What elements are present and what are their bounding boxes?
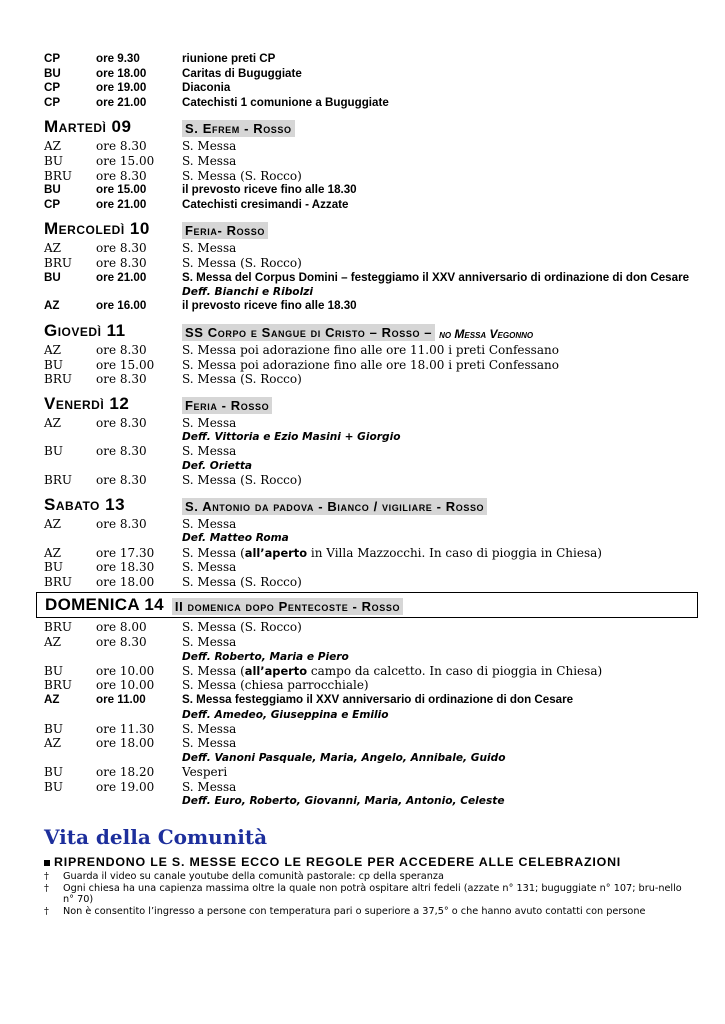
liturgy-label: S. Antonio da padova - Bianco / vigiliare - Rosso [182, 498, 487, 515]
event-text: S. Messa (chiesa parrocchiale) [182, 678, 369, 693]
time-label: ore 21.00 [96, 95, 147, 109]
schedule-row [44, 139, 694, 154]
schedule-row [44, 664, 694, 679]
time-label: ore 15.00 [96, 357, 155, 372]
day-title: Sabato 13 [44, 494, 126, 514]
location-code: AZ [44, 241, 62, 256]
time-label: ore 8.30 [96, 473, 147, 488]
time-label: ore 15.00 [96, 153, 155, 168]
location-code: BU [44, 444, 63, 459]
day-header [44, 215, 694, 239]
event-text: S. Messa [182, 721, 237, 736]
schedule-row [44, 473, 694, 488]
schedule-row [44, 444, 694, 459]
time-label: ore 18.00 [96, 66, 147, 80]
event-text: S. Messa (S. Rocco) [182, 255, 302, 270]
location-code: BRU [44, 372, 72, 387]
event-text: Catechisti 1 comunione a Buguggiate [182, 95, 389, 109]
schedule-row [44, 372, 694, 387]
schedule-row [44, 271, 694, 286]
event-text: S. Messa (S. Rocco) [182, 620, 302, 635]
event-emphasis: all’aperto [244, 545, 308, 560]
square-bullet-icon [44, 860, 50, 866]
schedule-row [44, 81, 694, 96]
schedule-row [44, 575, 694, 590]
day-title: Giovedì 11 [44, 320, 126, 340]
location-code: BU [44, 270, 61, 284]
schedule-row [44, 183, 694, 198]
time-label: ore 11.30 [96, 721, 155, 736]
intention-line: Deff. Bianchi e Ribolzi [182, 286, 313, 299]
schedule-row [44, 765, 694, 780]
liturgy-note: no Messa Vegonno [439, 326, 534, 341]
event-text: S. Messa del Corpus Domini – festeggiamo il XXV anniversario di ordinazione di don Cesare [182, 270, 690, 284]
time-label: ore 8.30 [96, 342, 147, 357]
location-code: BU [44, 779, 63, 794]
rule-text: Ogni chiesa ha una capienza massima oltre la quale non potrà ospitare altri fedeli (azzate n° 131; buguggiate n° 107; bru-nello n° 70) [63, 882, 682, 905]
location-code: BU [44, 183, 61, 197]
time-label: ore 8.30 [96, 168, 147, 183]
section-subtitle [44, 855, 621, 869]
day-header [44, 317, 694, 341]
location-code: AZ [44, 415, 62, 430]
time-label: ore 21.00 [96, 197, 147, 211]
time-label: ore 18.00 [96, 736, 155, 751]
schedule-row [44, 241, 694, 256]
liturgy-label: Feria - Rosso [182, 397, 272, 414]
time-label: ore 8.30 [96, 241, 147, 256]
event-text: S. Messa [182, 241, 237, 256]
event-text: S. Messa poi adorazione fino alle ore 11.00 i preti Confessano [182, 342, 559, 357]
schedule-row [44, 154, 694, 169]
event-emphasis: all’aperto [244, 663, 308, 678]
location-code: BU [44, 560, 63, 575]
schedule-row [44, 736, 694, 751]
schedule-row [44, 198, 694, 213]
event-text: S. Messa (all’aperto in Villa Mazzocchi. In caso di pioggia in Chiesa) [182, 545, 602, 560]
schedule-row [44, 780, 694, 795]
time-label: ore 10.00 [96, 663, 155, 678]
day-title: DOMENICA 14 [45, 595, 164, 615]
event-text: S. Messa (all’aperto campo da calcetto. In caso di pioggia in Chiesa) [182, 663, 603, 678]
intention-line: Def. Matteo Roma [182, 532, 289, 545]
time-label: ore 8.30 [96, 444, 147, 459]
schedule-row [44, 678, 694, 693]
rule-item [44, 906, 694, 918]
time-label: ore 8.30 [96, 516, 147, 531]
event-text: S. Messa poi adorazione fino alle ore 18.00 i preti Confessano [182, 357, 559, 372]
event-text: il prevosto riceve fino alle 18.30 [182, 299, 357, 313]
time-label: ore 8.30 [96, 139, 147, 154]
intention-line: Deff. Vanoni Pasquale, Maria, Angelo, Annibale, Guido [182, 751, 506, 764]
schedule-row [44, 299, 694, 314]
time-label: ore 8.30 [96, 255, 147, 270]
intention-line: Deff. Euro, Roberto, Giovanni, Maria, Antonio, Celeste [182, 795, 505, 808]
time-label: ore 16.00 [96, 299, 147, 313]
time-label: ore 10.00 [96, 678, 155, 693]
schedule-row [44, 169, 694, 184]
location-code: BRU [44, 473, 72, 488]
schedule-row [44, 67, 694, 82]
time-label: ore 11.00 [96, 692, 146, 706]
event-text: S. Messa (S. Rocco) [182, 168, 302, 183]
liturgy-label: Feria- Rosso [182, 222, 268, 239]
event-text: S. Messa [182, 736, 237, 751]
rule-item [44, 883, 694, 906]
event-text: S. Messa [182, 560, 237, 575]
event-text: S. Messa [182, 415, 237, 430]
time-label: ore 18.20 [96, 765, 155, 780]
location-code: AZ [44, 736, 62, 751]
intention-line: Deff. Vittoria e Ezio Masini + Giorgio [182, 431, 401, 444]
time-label: ore 9.30 [96, 52, 140, 65]
event-text: Catechisti cresimandi - Azzate [182, 197, 349, 211]
liturgy-label: SS Corpo e Sangue di Cristo – Rosso – [182, 324, 435, 341]
location-code: BU [44, 153, 63, 168]
location-code: BU [44, 357, 63, 372]
subtitle-text: RIPRENDONO LE S. MESSE ECCO LE REGOLE PER ACCEDERE ALLE CELEBRAZIONI [54, 855, 622, 869]
time-label: ore 8.30 [96, 415, 147, 430]
day-header [44, 390, 694, 414]
day-title: Mercoledì 10 [44, 219, 150, 239]
schedule-row [44, 96, 694, 111]
dagger-icon: † [44, 871, 49, 882]
location-code: AZ [44, 139, 62, 154]
event-text: S. Messa (S. Rocco) [182, 372, 302, 387]
intention-line: Deff. Amedeo, Giuseppina e Emilio [182, 708, 389, 721]
event-text: S. Messa (S. Rocco) [182, 473, 302, 488]
rule-text: Guarda il video su canale youtube della comunità pastorale: cp della speranza [63, 871, 444, 882]
schedule-row [44, 358, 694, 373]
time-label: ore 8.30 [96, 635, 147, 649]
time-label: ore 17.30 [96, 545, 155, 560]
schedule-row [44, 416, 694, 431]
event-text: S. Messa [182, 635, 237, 649]
event-text: S. Messa (S. Rocco) [182, 574, 302, 589]
event-text: S. Messa festeggiamo il XXV anniversario di ordinazione di don Cesare [182, 692, 574, 706]
event-text: S. Messa [182, 516, 237, 531]
event-text: il prevosto riceve fino alle 18.30 [182, 183, 357, 197]
liturgy-label: S. Efrem - Rosso [182, 120, 295, 137]
schedule-row [44, 517, 694, 532]
schedule-row [44, 343, 694, 358]
time-label: ore 19.00 [96, 779, 155, 794]
schedule [44, 52, 694, 809]
rules-list [44, 871, 694, 917]
time-label: ore 8.30 [96, 372, 147, 387]
event-text: S. Messa [182, 153, 237, 168]
dagger-icon: † [44, 905, 49, 917]
event-text: Caritas di Buguggiate [182, 66, 302, 80]
schedule-row [44, 256, 694, 271]
dagger-icon: † [44, 882, 49, 894]
schedule-row [44, 546, 694, 561]
event-text: riunione preti CP [182, 52, 276, 65]
intention-line: Def. Orietta [182, 460, 253, 473]
event-text: Diaconia [182, 81, 231, 95]
schedule-row [44, 693, 694, 708]
day-title: Venerdì 12 [44, 393, 130, 413]
intention-line: Deff. Roberto, Maria e Piero [182, 650, 349, 663]
time-label: ore 19.00 [96, 81, 147, 95]
day-header [44, 113, 694, 137]
location-code: CP [44, 81, 61, 95]
event-text: S. Messa [182, 139, 237, 154]
location-code: BRU [44, 574, 72, 589]
schedule-row [44, 560, 694, 575]
location-code: BU [44, 663, 63, 678]
location-code: BU [44, 66, 61, 80]
time-label: ore 18.00 [96, 574, 155, 589]
location-code: AZ [44, 692, 60, 706]
liturgy-label: II domenica dopo Pentecoste - Rosso [172, 598, 403, 615]
event-text: Vesperi [182, 765, 228, 780]
location-code: CP [44, 52, 61, 65]
day-header [44, 491, 694, 515]
day-title: Martedì 09 [44, 117, 132, 137]
location-code: AZ [44, 516, 62, 531]
event-text: S. Messa [182, 444, 237, 459]
location-code: CP [44, 197, 61, 211]
schedule-row [44, 722, 694, 737]
location-code: BRU [44, 678, 72, 693]
location-code: BU [44, 765, 63, 780]
rule-item [44, 871, 694, 883]
location-code: BRU [44, 168, 72, 183]
schedule-row [44, 635, 694, 650]
event-text: S. Messa [182, 779, 237, 794]
location-code: CP [44, 95, 61, 109]
time-label: ore 21.00 [96, 270, 147, 284]
rule-text: Non è consentito l’ingresso a persone con temperatura pari o superiore a 37,5° o che hanno avuto contatti con persone [63, 905, 646, 917]
time-label: ore 15.00 [96, 183, 147, 197]
section-title: Vita della Comunità [44, 825, 268, 849]
location-code: BU [44, 721, 63, 736]
location-code: AZ [44, 545, 62, 560]
schedule-row [44, 620, 694, 635]
time-label: ore 18.30 [96, 560, 155, 575]
schedule-row [44, 52, 694, 67]
location-code: AZ [44, 635, 62, 649]
location-code: BRU [44, 620, 72, 635]
location-code: AZ [44, 342, 62, 357]
time-label: ore 8.00 [96, 620, 147, 635]
day-header [36, 592, 698, 618]
location-code: AZ [44, 299, 60, 313]
location-code: BRU [44, 255, 72, 270]
